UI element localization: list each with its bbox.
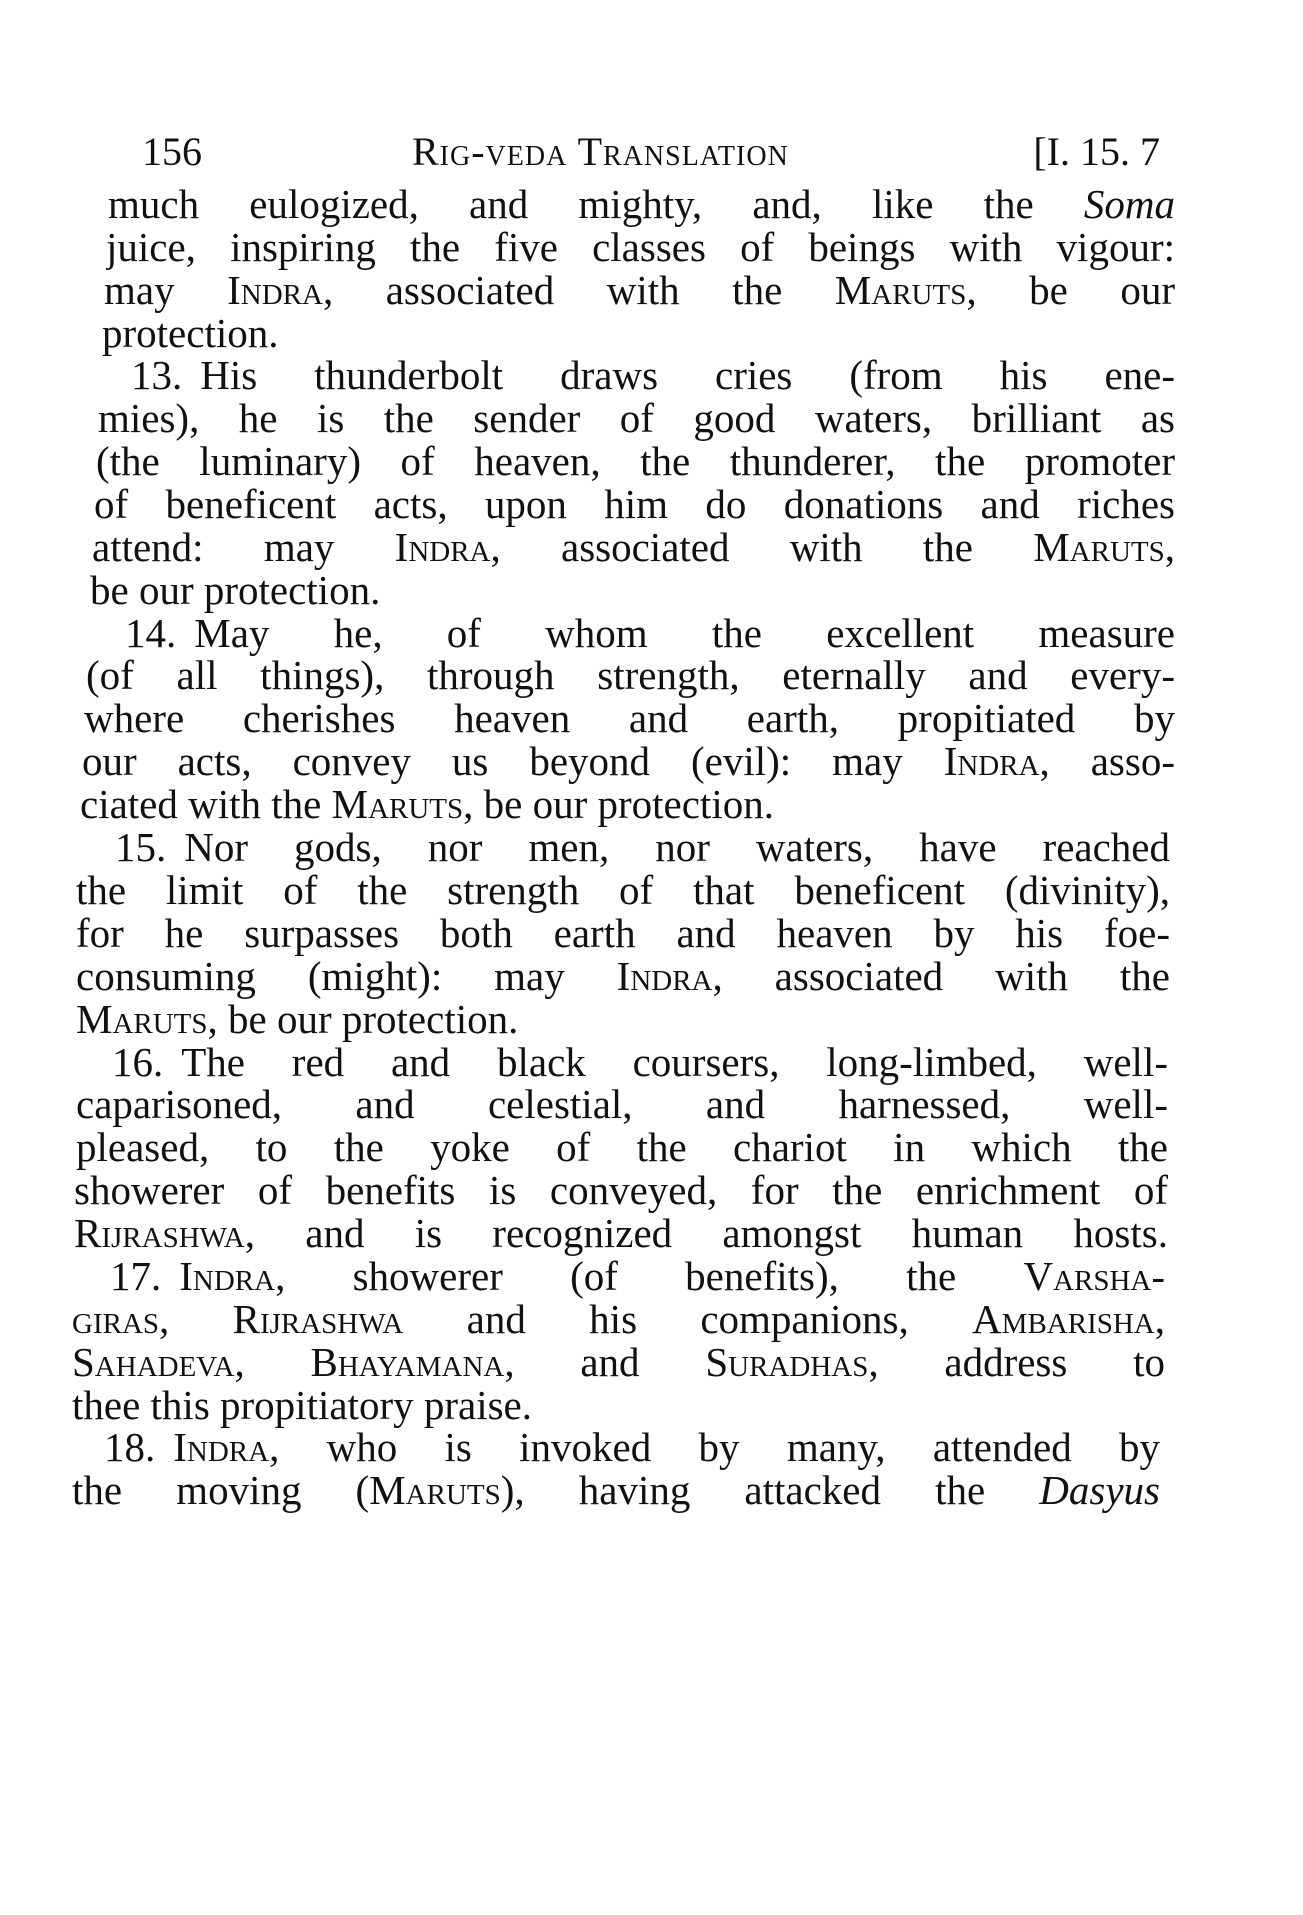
text-run: , and is recognized amongst human hosts. <box>244 1210 1168 1256</box>
verse-number: 14. <box>125 610 177 656</box>
text-line <box>115 823 1170 871</box>
text-run: , address to <box>868 1339 1165 1385</box>
proper-name: Indra <box>227 267 323 313</box>
text-line <box>110 1252 1165 1300</box>
text-line <box>90 566 380 614</box>
verse-number: 15. <box>115 824 167 870</box>
text-run: for he surpasses both earth and heaven by his foe- <box>76 910 1170 956</box>
text-run: be our protection. <box>90 567 381 613</box>
text-run: , asso- <box>1039 738 1175 784</box>
proper-name: giras <box>72 1296 160 1342</box>
proper-name: Maruts <box>369 1467 501 1513</box>
proper-name: Bhayamana <box>310 1339 505 1385</box>
text-line <box>76 995 518 1043</box>
text-run: ciated with the <box>80 781 332 827</box>
proper-name: Indra <box>179 1253 276 1299</box>
text-run: the moving ( <box>72 1467 370 1513</box>
text-run: May he, of whom the excellent measure <box>194 610 1175 656</box>
running-header <box>142 128 1160 188</box>
text-run: juice, inspiring the five classes of beings with vigour: <box>106 224 1175 270</box>
text-run: , associated with the <box>322 267 835 313</box>
verse-number: 16. <box>112 1039 164 1085</box>
text-line <box>131 351 1175 399</box>
text-run: , <box>159 1296 233 1342</box>
text-run: thee this propitiatory praise. <box>72 1382 532 1428</box>
text-line <box>74 1166 1168 1214</box>
text-run: may <box>104 267 228 313</box>
text-line <box>104 266 1175 314</box>
proper-name: Maruts <box>331 781 464 827</box>
text-run: , associated with the <box>490 524 1034 570</box>
proper-name: Indra <box>394 524 491 570</box>
text-line <box>72 1295 1165 1343</box>
text-run: , <box>234 1339 311 1385</box>
verse-reference: [I. 15. 7 <box>1033 129 1160 174</box>
text-line <box>102 309 278 357</box>
text-line <box>74 1209 1168 1257</box>
text-run: His thunderbolt draws cries (from his ene- <box>200 352 1175 398</box>
text-run: , showerer (of benefits), the <box>275 1253 1024 1299</box>
text-run: Nor gods, nor men, nor waters, have reached <box>184 824 1170 870</box>
text-line <box>96 437 1175 485</box>
text-line <box>98 394 1175 442</box>
text-line <box>94 480 1175 528</box>
text-line <box>108 180 1175 228</box>
text-run: caparisoned, and celestial, and harnessed, well- <box>76 1081 1168 1127</box>
text-line <box>72 1381 532 1429</box>
proper-name: Indra <box>943 738 1040 784</box>
text-run: pleased, to the yoke of the chariot in which the <box>76 1124 1168 1170</box>
text-run: consuming (might): may <box>76 953 617 999</box>
running-title: Rig-veda Translation <box>412 129 789 174</box>
proper-name: Rijrashwa <box>74 1210 245 1256</box>
text-run: , be our protection. <box>207 996 519 1042</box>
text-line <box>125 609 1175 657</box>
text-run: (the luminary) of heaven, the thunderer, the promoter <box>96 438 1175 484</box>
text-run: , associated with the <box>712 953 1170 999</box>
text-run: (of all things), through strength, eternally and every- <box>86 652 1175 698</box>
text-run: , be our protection. <box>463 781 774 827</box>
verse-number: 13. <box>131 352 183 398</box>
text-line <box>84 694 1175 742</box>
text-line <box>86 651 1175 699</box>
text-line <box>76 1123 1168 1171</box>
text-run: The red and black coursers, long-limbed, well- <box>181 1039 1168 1085</box>
text-line <box>72 1338 1165 1386</box>
text-run: , and <box>504 1339 706 1385</box>
text-line <box>92 523 1175 571</box>
text-line <box>106 223 1175 271</box>
text-run: , <box>1164 524 1175 570</box>
text-run: mies), he is the sender of good waters, brilliant as <box>98 395 1175 441</box>
proper-name: Ambarisha <box>972 1296 1155 1342</box>
proper-name: Maruts <box>76 996 208 1042</box>
text-run: , <box>1154 1296 1165 1342</box>
text-line <box>82 737 1175 785</box>
proper-name: Maruts <box>1033 524 1165 570</box>
proper-name: Varsha- <box>1023 1253 1165 1299</box>
italic-term: Soma <box>1083 181 1175 227</box>
text-run: where cherishes heaven and earth, propitiated by <box>84 695 1175 741</box>
text-run: ), having attacked the <box>500 1467 1040 1513</box>
italic-term: Dasyus <box>1039 1467 1160 1513</box>
text-line <box>104 1423 1160 1471</box>
text-run: showerer of benefits is conveyed, for the enrichment of <box>74 1167 1168 1213</box>
text-run: , who is invoked by many, attended by <box>269 1424 1160 1470</box>
text-run: the limit of the strength of that beneficent (divinity), <box>76 867 1170 913</box>
text-line <box>112 1038 1168 1086</box>
page-number: 156 <box>142 129 202 174</box>
proper-name: Indra <box>173 1424 270 1470</box>
text-run: protection. <box>102 310 279 356</box>
text-line <box>72 1466 1160 1514</box>
text-line <box>76 866 1170 914</box>
proper-name: Sahadeva <box>72 1339 235 1385</box>
text-line <box>76 909 1170 957</box>
text-run: much eulogized, and mighty, and, like the <box>108 181 1084 227</box>
text-run: of beneficent acts, upon him do donations and riches <box>94 481 1175 527</box>
proper-name: Maruts <box>834 267 967 313</box>
text-run: , be our <box>966 267 1175 313</box>
text-run: and his companions, <box>403 1296 973 1342</box>
verse-number: 18. <box>104 1424 156 1470</box>
text-line <box>76 952 1170 1000</box>
text-run: our acts, convey us beyond (evil): may <box>82 738 944 784</box>
verse-number: 17. <box>110 1253 162 1299</box>
text-line <box>80 780 774 828</box>
text-run: attend: may <box>92 524 395 570</box>
proper-name: Indra <box>616 953 713 999</box>
proper-name: Rijrashwa <box>232 1296 404 1342</box>
proper-name: Suradhas <box>705 1339 869 1385</box>
text-line <box>76 1080 1168 1128</box>
